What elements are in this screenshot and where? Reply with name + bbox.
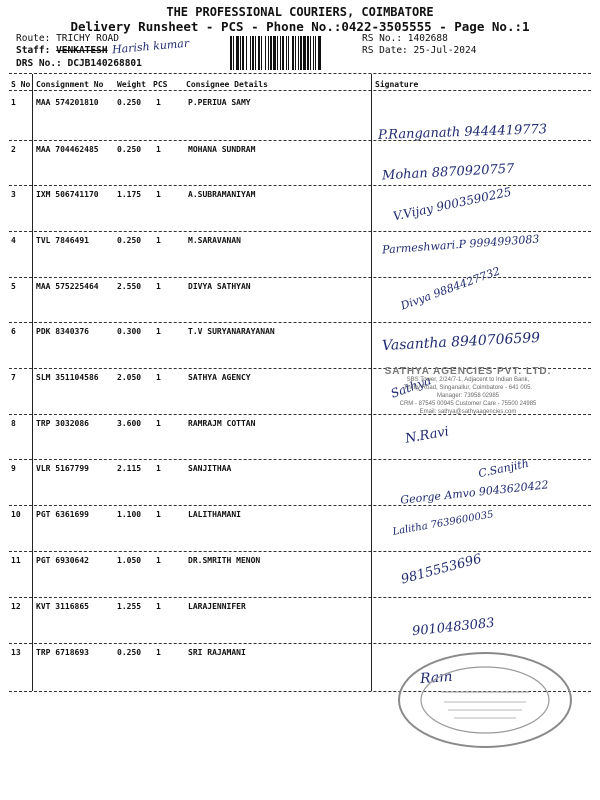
row-pcs: 1 xyxy=(156,145,161,154)
barcode-bar xyxy=(313,36,314,70)
drs-value: DCJB140268801 xyxy=(67,58,142,69)
runsheet-subtitle: Delivery Runsheet - PCS - Phone No.:0422-3505555 - Page No.:1 xyxy=(70,19,530,34)
row-consignee: T.V SURYANARAYANAN xyxy=(188,327,275,336)
row-signature: Lalitha 7639600035 xyxy=(391,509,495,538)
row-sno: 3 xyxy=(11,190,16,199)
row-consignee: SANJITHAA xyxy=(188,464,232,473)
row-pcs: 1 xyxy=(156,327,161,336)
row-consignee: LALITHAMANI xyxy=(188,510,241,519)
barcode-bar xyxy=(242,36,244,70)
barcode-bar xyxy=(295,36,296,70)
route-value: TRICHY ROAD xyxy=(56,33,119,44)
row-consignee: LARAJENNIFER xyxy=(188,602,246,611)
barcode-bar xyxy=(255,36,256,70)
row-weight: 1.255 xyxy=(117,602,142,611)
rs-date-field xyxy=(362,45,476,57)
row-pcs: 1 xyxy=(156,510,161,519)
barcode-bar xyxy=(292,36,294,70)
barcode-bar xyxy=(230,36,232,70)
row-weight: 3.600 xyxy=(117,419,142,428)
row9-extra-handwriting: George Amvo 9043620422 xyxy=(399,478,550,507)
barcode-bar xyxy=(246,36,247,70)
table-top-rule xyxy=(9,73,591,74)
row-consignment-no: TRP 3032086 xyxy=(36,419,89,428)
row-divider xyxy=(9,551,591,552)
row-pcs: 1 xyxy=(156,190,161,199)
row-pcs: 1 xyxy=(156,98,161,107)
row-sno: 11 xyxy=(11,556,21,565)
row-weight: 0.250 xyxy=(117,98,142,107)
stamp-line: Email: sathya@sathyaagencies.com xyxy=(419,409,517,415)
row-consignee: RAMRAJM COTTAN xyxy=(188,419,256,428)
barcode-bar xyxy=(298,36,299,70)
row-sno: 2 xyxy=(11,145,16,154)
row-weight: 1.175 xyxy=(117,190,142,199)
row-divider xyxy=(9,597,591,598)
row-sno: 4 xyxy=(11,236,16,245)
row-consignment-no: MAA 574201810 xyxy=(36,98,99,107)
rs-number-label: RS No.: xyxy=(362,33,403,44)
row-consignee: A.SUBRAMANIYAM xyxy=(188,190,256,199)
barcode-bar xyxy=(303,36,306,70)
row-weight: 0.250 xyxy=(117,236,142,245)
row-consignee: P.PERIUA SAMY xyxy=(188,98,251,107)
row-sno: 1 xyxy=(11,98,16,107)
row-sno: 13 xyxy=(11,648,21,657)
staff-field xyxy=(16,45,108,57)
row-pcs: 1 xyxy=(156,556,161,565)
row-consignee: M.SARAVANAN xyxy=(188,236,241,245)
column-separator xyxy=(32,74,33,691)
row-signature: N.Ravi xyxy=(404,424,450,447)
barcode-bar xyxy=(286,36,287,70)
row-consignment-no: PGT 6361699 xyxy=(36,510,89,519)
row-weight: 2.550 xyxy=(117,282,142,291)
row-consignee: SATHYA AGENCY xyxy=(188,373,251,382)
barcode-bar xyxy=(300,36,302,70)
row-weight: 2.050 xyxy=(117,373,142,382)
row-consignment-no: MAA 704462485 xyxy=(36,145,99,154)
row-divider xyxy=(9,231,591,232)
row-consignment-no: KVT 3116865 xyxy=(36,602,89,611)
barcode-bar xyxy=(318,36,321,70)
row-pcs: 1 xyxy=(156,602,161,611)
row-signature: Vasantha 8940706599 xyxy=(381,329,541,355)
row-consignment-no: SLM 351104586 xyxy=(36,373,99,382)
row-pcs: 1 xyxy=(156,236,161,245)
row-pcs: 1 xyxy=(156,464,161,473)
row-consignment-no: PDK 8340376 xyxy=(36,327,89,336)
route-field xyxy=(16,33,119,45)
row-signature: C.Sanjith xyxy=(477,456,530,481)
stamp-line: Trichy Road, Singanallur, Coimbatore - 641 005. xyxy=(403,385,533,391)
row-weight: 1.050 xyxy=(117,556,142,565)
barcode-bar xyxy=(250,36,251,70)
column-header-consignee: Consignee Details xyxy=(186,80,268,89)
row-consignment-no: IXM 506741170 xyxy=(36,190,99,199)
staff-value: VENKATESH xyxy=(56,45,108,56)
staff-handwritten-name: Harish kumar xyxy=(111,36,190,57)
row-divider xyxy=(9,322,591,323)
row-signature: 9010483083 xyxy=(411,615,496,640)
barcode-bar xyxy=(258,36,260,70)
row-sno: 12 xyxy=(11,602,21,611)
barcode-bar xyxy=(252,36,254,70)
barcode-bar xyxy=(282,36,284,70)
row-consignee: DIVYA SATHYAN xyxy=(188,282,251,291)
column-header-pcs: PCS xyxy=(153,80,168,89)
row-pcs: 1 xyxy=(156,373,161,382)
barcode-bar xyxy=(273,36,276,70)
stamp-line: CRM - 87545 00945 Customer Care - 75500 24985 xyxy=(399,401,537,407)
stamp-line: SBS Tower, 2/24/7-1, Adjacent to Indian Bank, xyxy=(406,377,530,383)
row-sno: 7 xyxy=(11,373,16,382)
barcode-image xyxy=(229,36,354,70)
rs-number-field xyxy=(362,33,448,45)
barcode-bar xyxy=(280,36,281,70)
row-divider xyxy=(9,140,591,141)
row-consignment-no: TRP 6718693 xyxy=(36,648,89,657)
row-sno: 6 xyxy=(11,327,16,336)
row-consignee: DR.SMRITH MENON xyxy=(188,556,261,565)
row-signature: 9815553696 xyxy=(399,551,484,588)
barcode-bar xyxy=(268,36,269,70)
row-pcs: 1 xyxy=(156,282,161,291)
row-sno: 5 xyxy=(11,282,16,291)
column-header-weight: Weight xyxy=(117,80,146,89)
barcode-bar xyxy=(240,36,241,70)
row-divider xyxy=(9,505,591,506)
barcode-bar xyxy=(270,36,272,70)
rs-date-value: 25-Jul-2024 xyxy=(413,45,477,56)
round-seal-stamp xyxy=(396,650,574,750)
row-sno: 8 xyxy=(11,419,16,428)
drs-label: DRS No.: xyxy=(16,58,62,69)
row-sno: 9 xyxy=(11,464,16,473)
barcode-bar xyxy=(265,36,266,70)
row-pcs: 1 xyxy=(156,648,161,657)
row-signature: V.Vijay 9003590225 xyxy=(391,184,513,224)
rs-number-value: 1402688 xyxy=(407,33,448,44)
drs-field xyxy=(16,58,142,70)
barcode-bar xyxy=(315,36,316,70)
row-signature: Parmeshwari.P 9994993083 xyxy=(381,232,540,257)
column-header-consignment: Consignment No xyxy=(36,80,104,89)
barcode-bar xyxy=(288,36,289,70)
row-sno: 10 xyxy=(11,510,21,519)
row-divider xyxy=(9,277,591,278)
row-signature: Mohan 8870920757 xyxy=(381,161,515,184)
row-consignment-no: MAA 575225464 xyxy=(36,282,99,291)
row-signature: Sathya xyxy=(388,373,433,401)
row-pcs: 1 xyxy=(156,419,161,428)
row-divider xyxy=(9,459,591,460)
column-header-sno: S No xyxy=(11,80,31,89)
row-consignee: MOHANA SUNDRAM xyxy=(188,145,256,154)
row-signature: Ram xyxy=(419,668,454,688)
row-consignment-no: VLR 5167799 xyxy=(36,464,89,473)
barcode-bar xyxy=(261,36,262,70)
stamp-company-name: SATHYA AGENCIES PVT. LTD. xyxy=(384,366,552,377)
row-divider xyxy=(9,643,591,644)
barcode-bar xyxy=(233,36,234,70)
company-stamp xyxy=(368,368,568,426)
row-weight: 0.250 xyxy=(117,648,142,657)
company-title: THE PROFESSIONAL COURIERS, COIMBATORE xyxy=(166,5,434,19)
route-label: Route: xyxy=(16,33,51,44)
staff-label: Staff: xyxy=(16,45,51,56)
row-weight: 0.300 xyxy=(117,327,142,336)
rs-date-label: RS Date: xyxy=(362,45,408,56)
row-consignment-no: TVL 7846491 xyxy=(36,236,89,245)
barcode-bar xyxy=(310,36,311,70)
stamp-line: Manager: 73958 02985 xyxy=(436,393,500,399)
row-weight: 1.100 xyxy=(117,510,142,519)
row-weight: 0.250 xyxy=(117,145,142,154)
row-signature: Divya 9884427732 xyxy=(398,264,502,313)
row-weight: 2.115 xyxy=(117,464,142,473)
barcode-bar xyxy=(236,36,239,70)
barcode-bar xyxy=(307,36,309,70)
column-header-signature: Signature xyxy=(375,80,419,89)
table-header-rule xyxy=(9,90,591,91)
row-signature: P.Ranganath 9444419773 xyxy=(377,122,548,143)
barcode-bar xyxy=(277,36,278,70)
row-consignee: SRI RAJAMANI xyxy=(188,648,246,657)
row-consignment-no: PGT 6930642 xyxy=(36,556,89,565)
